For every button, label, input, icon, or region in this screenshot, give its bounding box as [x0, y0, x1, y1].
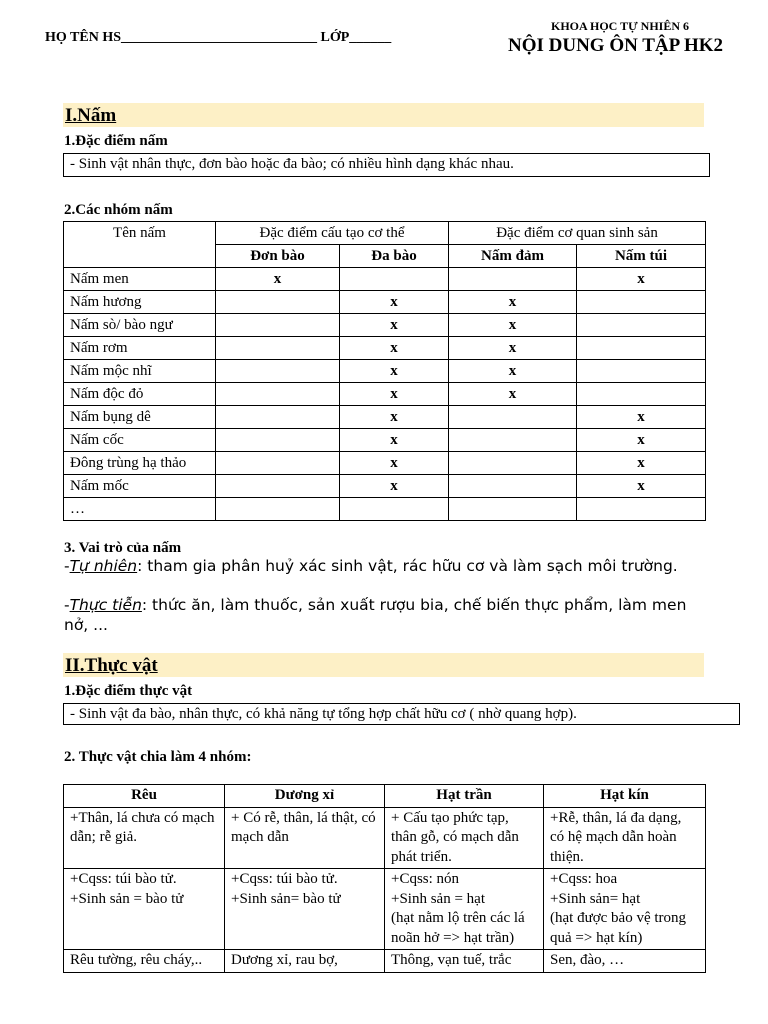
role-nature-label: Tự nhiên [69, 557, 138, 575]
table-row [64, 337, 706, 360]
nam-role-nature: -Tự nhiên: tham gia phân huỷ xác sinh vật, rác hữu cơ và làm sạch môi trường. [64, 557, 678, 575]
section-thuc-vat-title-text: II.Thực vật [65, 655, 158, 676]
mark-cell: x [577, 429, 706, 452]
mark-cell: x [340, 475, 449, 498]
header-don-bao: Đơn bào [216, 245, 340, 268]
nam-role-heading: 3. Vai trò của nấm [64, 540, 182, 556]
mark-cell [216, 360, 340, 383]
subject-label: KHOA HỌC TỰ NHIÊN 6 [551, 19, 690, 33]
nam-traits-box [63, 153, 710, 177]
example-cell: Rêu tường, rêu cháy,.. [64, 950, 225, 973]
nam-name: Nấm cốc [64, 429, 216, 452]
thuc-vat-groups-heading: 2. Thực vật chia làm 4 nhóm: [64, 749, 252, 765]
nam-name: Nấm độc đỏ [64, 383, 216, 406]
mark-cell: x [449, 360, 577, 383]
mark-cell: x [449, 383, 577, 406]
mark-cell [449, 498, 577, 521]
mark-cell [449, 268, 577, 291]
mark-cell: x [340, 383, 449, 406]
mark-cell [216, 291, 340, 314]
mark-cell: x [449, 291, 577, 314]
nam-groups-table [63, 221, 706, 521]
mark-cell: x [449, 314, 577, 337]
table-row [64, 498, 706, 521]
example-cell: Thông, vạn tuế, trắc [385, 950, 544, 973]
table-row [64, 291, 706, 314]
mark-cell: x [577, 268, 706, 291]
reproduction-cell: +Cqss: hoa +Sinh sản= hạt (hạt được bảo vệ trong quả => hạt kín) [544, 869, 706, 950]
table-row [64, 360, 706, 383]
mark-cell [577, 498, 706, 521]
table-row [64, 869, 706, 950]
header-duong-xi: Dương xỉ [225, 785, 385, 808]
thuc-vat-groups-table [63, 784, 706, 973]
role-nature-text: : tham gia phân huỷ xác sinh vật, rác hữu cơ và làm sạch môi trường. [137, 557, 678, 575]
nam-name: Nấm hương [64, 291, 216, 314]
section-thuc-vat-title [65, 654, 158, 678]
mark-cell [449, 475, 577, 498]
header-ten-nam: Tên nấm [64, 222, 216, 268]
nam-traits-heading: 1.Đặc điểm nấm [64, 133, 168, 149]
nam-name: Nấm sò/ bào ngư [64, 314, 216, 337]
mark-cell [340, 268, 449, 291]
header-da-bao: Đa bào [340, 245, 449, 268]
mark-cell [216, 498, 340, 521]
table-row [64, 475, 706, 498]
student-info-line: HỌ TÊN HS____________________________ LỚP______ [45, 30, 392, 45]
mark-cell [577, 337, 706, 360]
mark-cell: x [340, 314, 449, 337]
mark-cell [216, 452, 340, 475]
mark-cell [449, 452, 577, 475]
mark-cell [216, 475, 340, 498]
table-row [64, 807, 706, 869]
table-row [64, 452, 706, 475]
structure-cell: +Thân, lá chưa có mạch dẫn; rễ giả. [64, 807, 225, 869]
section-nam-title-text: I.Nấm [65, 105, 117, 126]
thuc-vat-traits-text: - Sinh vật đa bào, nhân thực, có khả năng tự tổng hợp chất hữu cơ ( nhờ quang hợp). [70, 706, 577, 722]
mark-cell [216, 406, 340, 429]
mark-cell [216, 314, 340, 337]
nam-groups-heading: 2.Các nhóm nấm [64, 202, 173, 218]
nam-name: Đông trùng hạ thảo [64, 452, 216, 475]
mark-cell [340, 498, 449, 521]
nam-name: Nấm rơm [64, 337, 216, 360]
header-cau-tao: Đặc điểm cấu tạo cơ thể [216, 222, 449, 245]
nam-role-practice: -Thực tiễn: thức ăn, làm thuốc, sản xuất rượu bia, chế biến thực phẩm, làm men nở, ... [64, 596, 687, 634]
mark-cell: x [340, 337, 449, 360]
mark-cell [449, 429, 577, 452]
page-title: NỘI DUNG ÔN TẬP HK2 [508, 35, 724, 56]
table-row [64, 383, 706, 406]
mark-cell: x [340, 360, 449, 383]
header-sinh-san: Đặc điểm cơ quan sinh sản [449, 222, 706, 245]
mark-cell [577, 314, 706, 337]
table-row [64, 314, 706, 337]
section-nam-banner [63, 103, 704, 127]
mark-cell: x [216, 268, 340, 291]
header-nam-tui: Nấm túi [577, 245, 706, 268]
mark-cell: x [577, 475, 706, 498]
mark-cell: x [340, 291, 449, 314]
mark-cell [577, 383, 706, 406]
reproduction-cell: +Cqss: nón +Sinh sản = hạt (hạt nằm lộ trên các lá noãn hở => hạt trần) [385, 869, 544, 950]
thuc-vat-traits-heading: 1.Đặc điểm thực vật [64, 683, 193, 699]
nam-name: Nấm mộc nhĩ [64, 360, 216, 383]
mark-cell: x [340, 429, 449, 452]
structure-cell: + Có rễ, thân, lá thật, có mạch dẫn [225, 807, 385, 869]
section-thuc-vat-banner [63, 653, 704, 677]
structure-cell: +Rễ, thân, lá đa dạng, có hệ mạch dẫn hoàn thiện. [544, 807, 706, 869]
table-row [64, 268, 706, 291]
nam-name: … [64, 498, 216, 521]
table-row [64, 406, 706, 429]
table-row [64, 950, 706, 973]
thuc-vat-traits-box [63, 703, 740, 725]
reproduction-cell: +Cqss: túi bào tử. +Sinh sản = bào tử [64, 869, 225, 950]
mark-cell: x [449, 337, 577, 360]
mark-cell [449, 406, 577, 429]
reproduction-cell: +Cqss: túi bào tử. +Sinh sản= bào tử [225, 869, 385, 950]
mark-cell [216, 429, 340, 452]
mark-cell [577, 291, 706, 314]
structure-cell: + Cấu tạo phức tạp, thân gỗ, có mạch dẫn phát triển. [385, 807, 544, 869]
header-nam-dam: Nấm đảm [449, 245, 577, 268]
header-hat-kin: Hạt kín [544, 785, 706, 808]
nam-name: Nấm mốc [64, 475, 216, 498]
mark-cell: x [340, 452, 449, 475]
mark-cell [216, 337, 340, 360]
mark-cell: x [340, 406, 449, 429]
example-cell: Dương xỉ, rau bợ, [225, 950, 385, 973]
role-practice-text: : thức ăn, làm thuốc, sản xuất rượu bia, chế biến thực phẩm, làm men nở, ... [64, 596, 687, 634]
header-reu: Rêu [64, 785, 225, 808]
mark-cell: x [577, 452, 706, 475]
table-header-row [64, 785, 706, 808]
section-nam-title [65, 104, 116, 128]
mark-cell: x [577, 406, 706, 429]
example-cell: Sen, đào, … [544, 950, 706, 973]
mark-cell [216, 383, 340, 406]
role-practice-label: Thực tiễn [69, 596, 142, 614]
nam-traits-text: - Sinh vật nhân thực, đơn bào hoặc đa bào; có nhiều hình dạng khác nhau. [70, 156, 514, 172]
mark-cell [577, 360, 706, 383]
header-hat-tran: Hạt trần [385, 785, 544, 808]
nam-name: Nấm men [64, 268, 216, 291]
table-row [64, 429, 706, 452]
nam-table-body [64, 268, 706, 521]
nam-name: Nấm bụng dê [64, 406, 216, 429]
